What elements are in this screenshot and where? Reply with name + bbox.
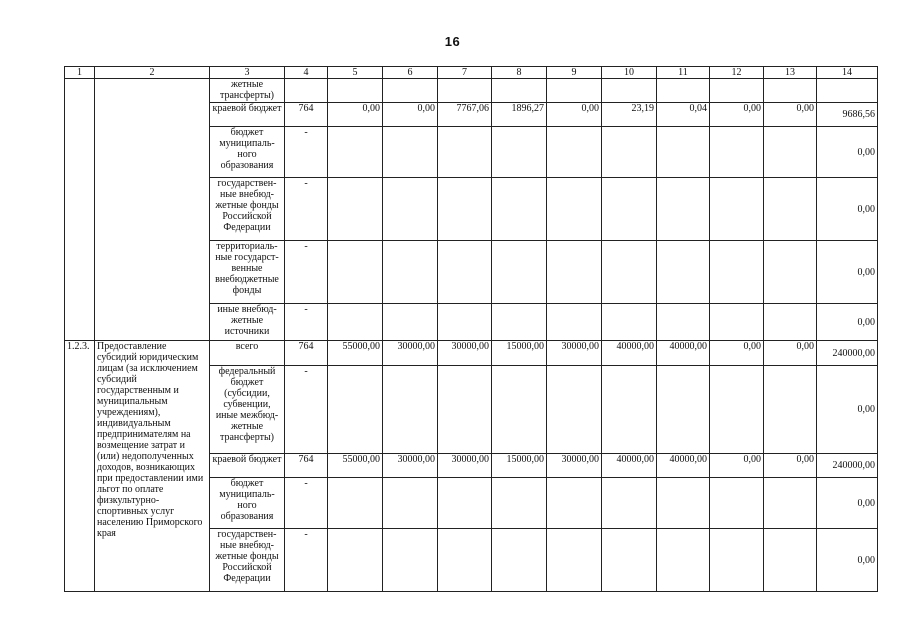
budget-table xyxy=(64,66,878,592)
year-value-cell xyxy=(492,79,547,103)
table-body xyxy=(65,79,878,592)
year-value-cell xyxy=(764,127,817,178)
year-value-cell: 30000,00 xyxy=(438,454,492,478)
column-header: 12 xyxy=(710,67,764,79)
year-value-cell xyxy=(328,127,383,178)
year-value-cell: 30000,00 xyxy=(547,341,602,366)
year-value-cell xyxy=(657,178,710,241)
year-value-cell: 1896,27 xyxy=(492,103,547,127)
year-value-cell: 30000,00 xyxy=(438,341,492,366)
total-value-cell xyxy=(817,79,878,103)
total-value-cell: 0,00 xyxy=(817,478,878,529)
year-value-cell xyxy=(383,178,438,241)
year-value-cell xyxy=(764,304,817,341)
code-cell: - xyxy=(285,304,328,341)
year-value-cell: 0,00 xyxy=(764,454,817,478)
year-value-cell: 0,00 xyxy=(764,103,817,127)
year-value-cell xyxy=(328,304,383,341)
year-value-cell xyxy=(547,529,602,592)
column-header: 13 xyxy=(764,67,817,79)
code-cell: - xyxy=(285,127,328,178)
year-value-cell xyxy=(328,529,383,592)
year-value-cell xyxy=(602,241,657,304)
year-value-cell xyxy=(547,241,602,304)
year-value-cell xyxy=(383,127,438,178)
year-value-cell xyxy=(602,366,657,454)
year-value-cell xyxy=(602,478,657,529)
year-value-cell xyxy=(383,529,438,592)
year-value-cell xyxy=(764,178,817,241)
year-value-cell xyxy=(657,127,710,178)
year-value-cell xyxy=(547,127,602,178)
table-row xyxy=(65,341,878,366)
column-header: 14 xyxy=(817,67,878,79)
year-value-cell xyxy=(438,304,492,341)
column-header: 3 xyxy=(210,67,285,79)
year-value-cell: 0,00 xyxy=(764,341,817,366)
year-value-cell xyxy=(710,529,764,592)
column-header: 4 xyxy=(285,67,328,79)
year-value-cell: 30000,00 xyxy=(383,454,438,478)
year-value-cell xyxy=(438,529,492,592)
column-header: 6 xyxy=(383,67,438,79)
year-value-cell xyxy=(438,241,492,304)
total-value-cell: 240000,00 xyxy=(817,341,878,366)
year-value-cell xyxy=(602,304,657,341)
year-value-cell xyxy=(492,178,547,241)
year-value-cell: 40000,00 xyxy=(657,341,710,366)
year-value-cell xyxy=(328,241,383,304)
year-value-cell xyxy=(764,366,817,454)
year-value-cell xyxy=(492,478,547,529)
year-value-cell xyxy=(383,478,438,529)
code-cell: 764 xyxy=(285,454,328,478)
year-value-cell xyxy=(383,241,438,304)
code-cell: 764 xyxy=(285,103,328,127)
funding-source-cell: федеральный бюджет (субсидии, субвенции, иные межбюд-жетные трансферты) xyxy=(210,366,285,454)
year-value-cell xyxy=(328,178,383,241)
code-cell: - xyxy=(285,366,328,454)
table-row xyxy=(65,79,878,103)
year-value-cell: 55000,00 xyxy=(328,341,383,366)
funding-source-cell: краевой бюджет xyxy=(210,454,285,478)
code-cell: - xyxy=(285,241,328,304)
year-value-cell: 0,00 xyxy=(383,103,438,127)
year-value-cell xyxy=(710,478,764,529)
year-value-cell xyxy=(764,529,817,592)
column-header: 9 xyxy=(547,67,602,79)
year-value-cell xyxy=(657,304,710,341)
total-value-cell: 240000,00 xyxy=(817,454,878,478)
year-value-cell xyxy=(547,304,602,341)
year-value-cell: 0,00 xyxy=(328,103,383,127)
year-value-cell: 30000,00 xyxy=(383,341,438,366)
year-value-cell: 30000,00 xyxy=(547,454,602,478)
item-number-cell: 1.2.3. xyxy=(65,341,95,592)
year-value-cell: 40000,00 xyxy=(657,454,710,478)
total-value-cell: 0,00 xyxy=(817,366,878,454)
column-header: 2 xyxy=(95,67,210,79)
year-value-cell xyxy=(547,79,602,103)
total-value-cell: 0,00 xyxy=(817,529,878,592)
year-value-cell: 0,04 xyxy=(657,103,710,127)
year-value-cell xyxy=(657,478,710,529)
year-value-cell xyxy=(710,366,764,454)
year-value-cell xyxy=(438,127,492,178)
column-header: 1 xyxy=(65,67,95,79)
funding-source-cell: всего xyxy=(210,341,285,366)
code-cell: - xyxy=(285,478,328,529)
year-value-cell xyxy=(492,529,547,592)
year-value-cell xyxy=(602,79,657,103)
funding-source-cell: жетные трансферты) xyxy=(210,79,285,103)
year-value-cell xyxy=(328,478,383,529)
year-value-cell xyxy=(657,241,710,304)
year-value-cell xyxy=(492,241,547,304)
year-value-cell xyxy=(602,529,657,592)
year-value-cell xyxy=(657,79,710,103)
year-value-cell: 15000,00 xyxy=(492,454,547,478)
year-value-cell xyxy=(710,178,764,241)
year-value-cell xyxy=(383,304,438,341)
column-header: 5 xyxy=(328,67,383,79)
year-value-cell xyxy=(710,304,764,341)
item-name-cell: Предоставление субсидий юридическим лицам (за исключением субсидий государственным и муниципальным учреждениям), индивидуальным предпринимателям на возмещение затрат и (или) недополученных доходов, возникающих при предоставлении ими льгот по оплате физкультурно-спортивных услуг населению Приморского края xyxy=(95,341,210,592)
column-header: 10 xyxy=(602,67,657,79)
year-value-cell xyxy=(383,79,438,103)
code-cell: - xyxy=(285,178,328,241)
year-value-cell xyxy=(602,178,657,241)
year-value-cell xyxy=(438,366,492,454)
year-value-cell xyxy=(328,366,383,454)
code-cell xyxy=(285,79,328,103)
total-value-cell: 9686,56 xyxy=(817,103,878,127)
year-value-cell xyxy=(328,79,383,103)
year-value-cell xyxy=(710,241,764,304)
funding-source-cell: государствен-ные внебюд-жетные фонды Российской Федерации xyxy=(210,529,285,592)
funding-source-cell: территориаль-ные государст-венные внебюджетные фонды xyxy=(210,241,285,304)
total-value-cell: 0,00 xyxy=(817,304,878,341)
year-value-cell: 0,00 xyxy=(547,103,602,127)
year-value-cell: 0,00 xyxy=(710,103,764,127)
total-value-cell: 0,00 xyxy=(817,241,878,304)
year-value-cell xyxy=(547,178,602,241)
total-value-cell: 0,00 xyxy=(817,178,878,241)
funding-source-cell: государствен-ные внебюд-жетные фонды Российской Федерации xyxy=(210,178,285,241)
funding-source-cell: бюджет муниципаль-ного образования xyxy=(210,478,285,529)
year-value-cell xyxy=(492,304,547,341)
year-value-cell xyxy=(383,366,438,454)
year-value-cell xyxy=(657,529,710,592)
column-header: 8 xyxy=(492,67,547,79)
code-cell: 764 xyxy=(285,341,328,366)
page-number: 16 xyxy=(444,34,461,49)
total-value-cell: 0,00 xyxy=(817,127,878,178)
year-value-cell xyxy=(602,127,657,178)
code-cell: - xyxy=(285,529,328,592)
funding-source-cell: иные внебюд-жетные источники xyxy=(210,304,285,341)
year-value-cell xyxy=(492,366,547,454)
year-value-cell xyxy=(547,478,602,529)
year-value-cell xyxy=(438,178,492,241)
year-value-cell: 0,00 xyxy=(710,341,764,366)
year-value-cell: 40000,00 xyxy=(602,454,657,478)
year-value-cell xyxy=(657,366,710,454)
year-value-cell xyxy=(764,478,817,529)
year-value-cell: 7767,06 xyxy=(438,103,492,127)
year-value-cell: 0,00 xyxy=(710,454,764,478)
item-number-cell xyxy=(65,79,95,341)
column-header: 7 xyxy=(438,67,492,79)
funding-source-cell: бюджет муниципаль-ного образования xyxy=(210,127,285,178)
year-value-cell xyxy=(438,79,492,103)
year-value-cell xyxy=(764,79,817,103)
column-header: 11 xyxy=(657,67,710,79)
year-value-cell xyxy=(710,127,764,178)
year-value-cell: 55000,00 xyxy=(328,454,383,478)
year-value-cell xyxy=(764,241,817,304)
year-value-cell: 23,19 xyxy=(602,103,657,127)
year-value-cell xyxy=(547,366,602,454)
column-number-row xyxy=(65,67,878,79)
year-value-cell xyxy=(438,478,492,529)
year-value-cell: 40000,00 xyxy=(602,341,657,366)
year-value-cell: 15000,00 xyxy=(492,341,547,366)
year-value-cell xyxy=(710,79,764,103)
funding-source-cell: краевой бюджет xyxy=(210,103,285,127)
year-value-cell xyxy=(492,127,547,178)
item-name-cell xyxy=(95,79,210,341)
